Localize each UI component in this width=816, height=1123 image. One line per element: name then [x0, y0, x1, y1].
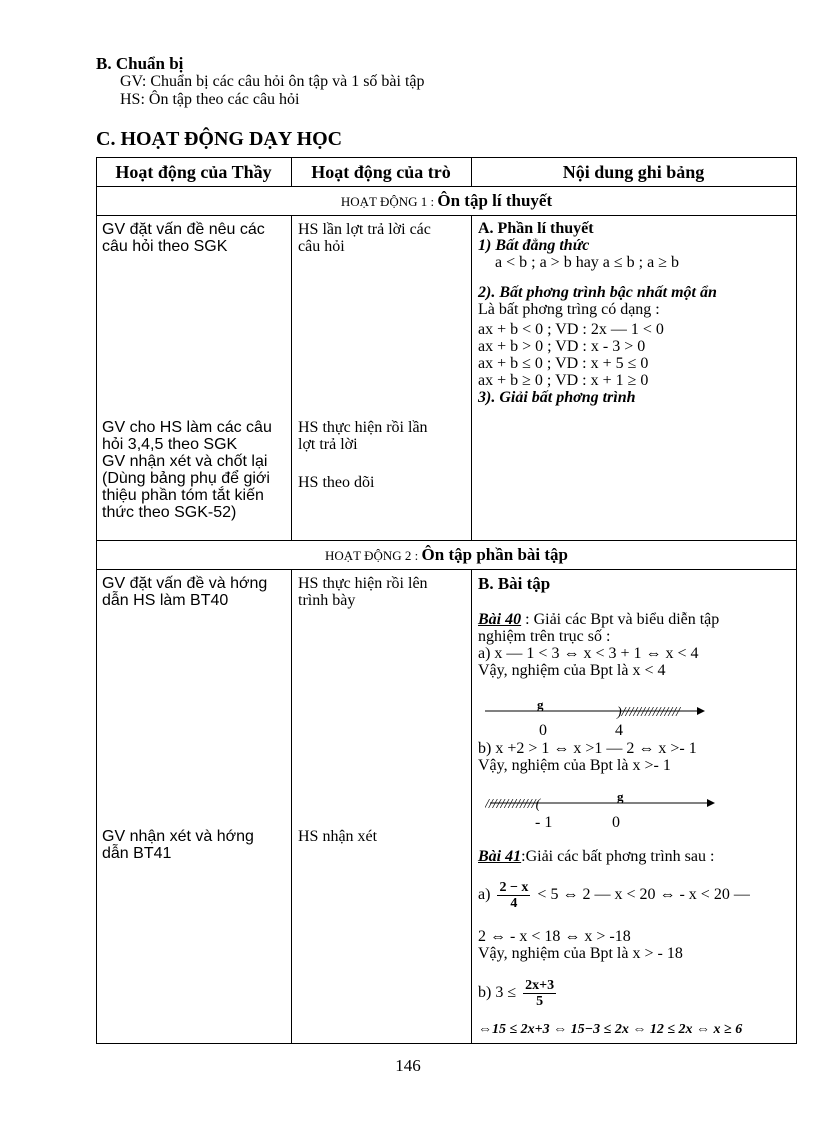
- row2-teacher-b: GV nhận xét và hớng dẫn BT41: [102, 828, 254, 862]
- number-line-1-label-0: 0: [539, 722, 547, 739]
- number-line-2-label-neg1: - 1: [535, 814, 553, 831]
- row1-teacher-a: GV đặt vấn đề nêu các câu hỏi theo SGK: [102, 221, 265, 255]
- page-number: 146: [395, 1056, 421, 1075]
- number-line-1-mark: g: [537, 700, 544, 712]
- row2-student-a: HS thực hiện rồi lên trình bày: [298, 575, 428, 609]
- bai41-b-solution: ⇔15 ≤ 2x+3 ⇔ 15−3 ≤ 2x ⇔ 12 ≤ 2x ⇔ x ≥ 6: [478, 1022, 743, 1037]
- bai41-a-rest: 2 ⇔ - x < 18 ⇔ x > -18 Vậy, nghiệm của Bpt là x > - 18: [478, 928, 683, 962]
- number-line-2: [485, 792, 720, 832]
- row1-content: A. Phần lí thuyết 1) Bất đẳng thức a < b ; a > b hay a ≤ b ; a ≥ b 2). Bất phơng trình bậc nhất một ẩn Là bất phơng trìng có dạng : ax + b < 0 ; VD : 2x — 1 < 0 ax + b > 0 ; VD : x - 3 > 0 ax + b ≤ 0 ; VD : x + 5 ≤ 0 ax + b ≥ 0 ; VD : x + 1 ≥ 0 3). Giải bất phơng trình: [478, 220, 717, 406]
- row2-student-b: HS nhận xét: [298, 828, 378, 845]
- prep-hs: HS: Ôn tập theo các câu hỏi: [120, 91, 300, 108]
- header-content: Nội dung ghi bảng: [562, 162, 705, 182]
- fraction-b: $\frac{2x+3}{5}$: [525, 978, 555, 1009]
- row1-teacher-b: GV cho HS làm các câu hỏi 3,4,5 theo SGK GV nhận xét và chốt lại (Dùng bảng phụ để giới thiệu phần tóm tắt kiến thức theo SGK-52): [102, 419, 272, 521]
- header-student: Hoạt động của trò: [311, 162, 451, 182]
- number-line-2-label-0: 0: [612, 814, 620, 831]
- number-line-1-label-4: 4: [615, 722, 623, 739]
- row1-student-c: HS theo dõi: [298, 474, 375, 491]
- section-c-heading: C. HOẠT ĐỘNG DẠY HỌC: [96, 128, 343, 150]
- bai41-b-line: b) 3 ≤ $\frac{2x+3}{5}$: [478, 978, 555, 1009]
- fraction-a: $\frac{2 - x}{4}$: [499, 880, 529, 911]
- bai40-b-block: b) x +2 > 1 ⇔ x >1 — 2 ⇔ x >- 1 Vậy, nghiệm của Bpt là x >- 1: [478, 740, 697, 774]
- bai41-a-line: a) $\frac{2 - x}{4}$ < 5 ⇔ 2 — x < 20 ⇔ - x < 20 —: [478, 880, 750, 911]
- prep-gv: GV: Chuẩn bị các câu hỏi ôn tập và 1 số bài tập: [120, 73, 425, 90]
- activity1-title: HOẠT ĐỘNG 1 : Ôn tập lí thuyết: [340, 191, 553, 210]
- row1-student-b: HS thực hiện rồi lần lợt trả lời: [298, 419, 428, 453]
- row2-content-heading: B. Bài tập: [478, 574, 551, 593]
- bai40-block: Bài 40 : Giải các Bpt và biểu diễn tập nghiệm trên trục số : a) x — 1 < 3 ⇔ x < 3 + 1 ⇔ x < 4 Vậy, nghiệm của Bpt là x < 4: [478, 611, 720, 679]
- prep-heading: B. Chuẩn bị: [96, 54, 184, 73]
- bai41-label: Bài 41: [478, 848, 522, 865]
- row1-student-a: HS lần lợt trả lời các câu hỏi: [298, 221, 431, 255]
- number-line-1: [485, 700, 710, 740]
- row2-teacher-a: GV đặt vấn đề và hớng dẫn HS làm BT40: [102, 575, 268, 609]
- activity2-title: HOẠT ĐỘNG 2 : Ôn tập phần bài tập: [325, 545, 568, 564]
- number-line-2-hatch: /////////////(: [485, 797, 541, 812]
- bai40-label: Bài 40: [478, 611, 522, 628]
- header-teacher: Hoạt động của Thầy: [115, 162, 272, 182]
- number-line-1-hatch: )///////////////: [617, 705, 681, 720]
- number-line-2-mark: g: [617, 792, 624, 804]
- bai41-title: Bài 41:Giải các bất phơng trình sau :: [478, 848, 715, 865]
